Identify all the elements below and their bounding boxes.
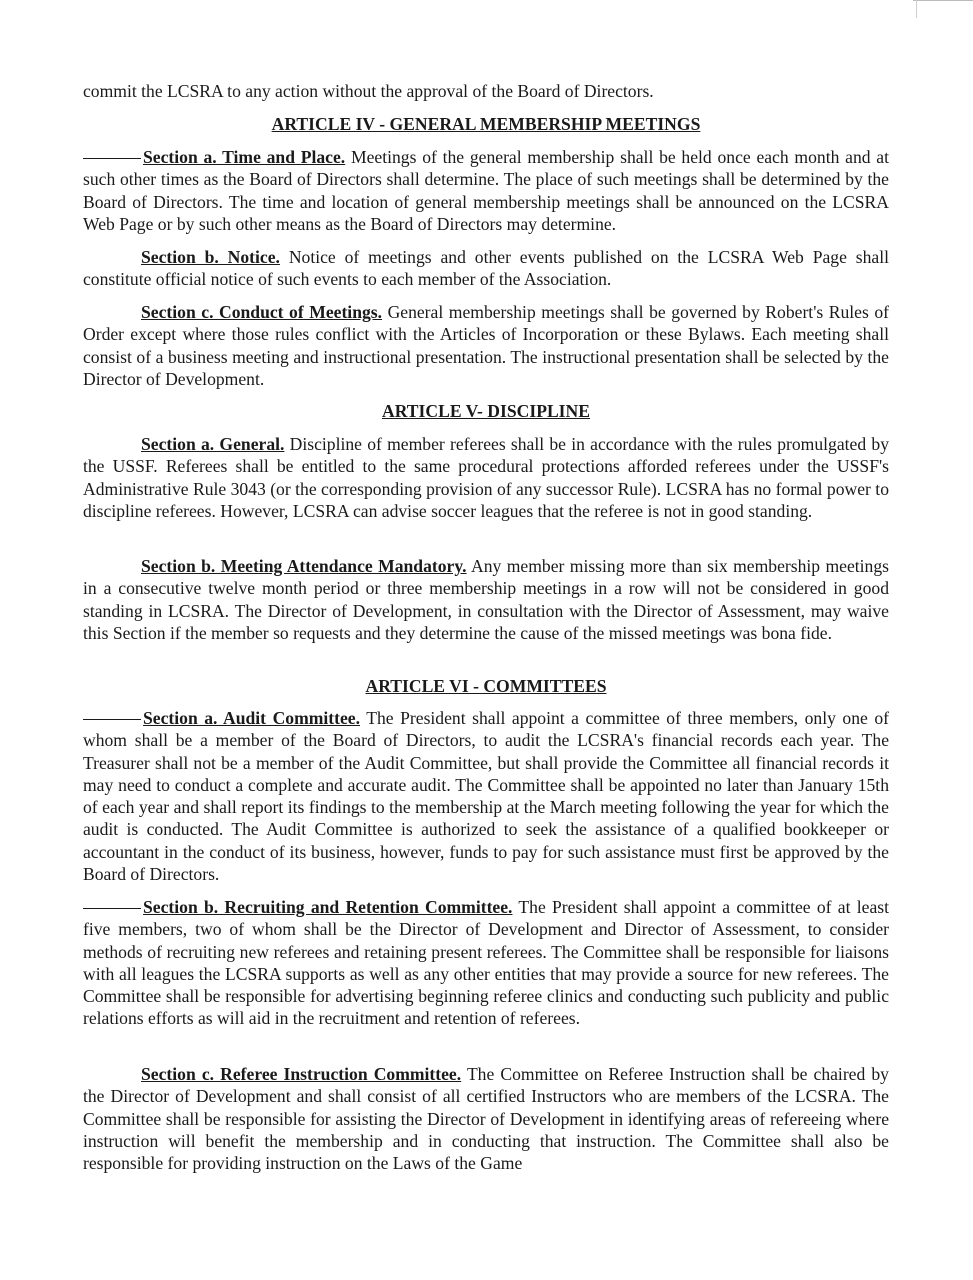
section-heading: Section c. Conduct of Meetings. — [141, 302, 383, 322]
opening-line: commit the LCSRA to any action without the approval of the Board of Directors. — [83, 81, 654, 101]
section-heading: Section a. General. — [141, 434, 285, 454]
article-vi-section-c — [83, 1063, 889, 1174]
section-heading: Section c. Referee Instruction Committee. — [141, 1064, 462, 1084]
article-vi-section-b — [83, 896, 889, 1030]
section-body: Notice of meetings and other events published on the LCSRA Web Page shall constitute official notice of such events to each member of the Association. — [83, 247, 889, 290]
article-iv-section-a — [83, 146, 889, 235]
article-v-section-a — [83, 433, 889, 522]
section-body: The Committee on Referee Instruction shall be chaired by the Director of Development and shall consist of all certified Instructors who are members of the LCSRA. The Committee shall be responsible for assisting the Director of Development in identifying areas of refereeing where instruction will benefit the membership and in conducting that instruction. The Committee shall also be responsible for providing instruction on the Laws of the Game — [83, 1064, 889, 1174]
scan-edge-tick — [916, 0, 917, 18]
article-iv-section-c — [83, 301, 889, 390]
leader-line — [83, 908, 141, 909]
section-heading: Section a. Time and Place. — [143, 147, 346, 167]
article-vi-section-a — [83, 707, 889, 885]
section-heading: Section a. Audit Committee. — [143, 708, 361, 728]
article-iv-title: ARTICLE IV - GENERAL MEMBERSHIP MEETINGS — [271, 114, 701, 134]
leader-line — [83, 719, 141, 720]
section-heading: Section b. Recruiting and Retention Committee. — [143, 897, 513, 917]
section-body: The President shall appoint a committee of at least five members, two of whom shall be the Director of Development and Director of Assessment, to consider methods of recruiting new referees and retaining present referees. The Committee shall be responsible for liaisons with all leagues the LCSRA supports as well as any other entities that may provide a source for new referees. The Committee shall be responsible for advertising beginning referee clinics and conducting such publicity and public relations efforts as will aid in the recruitment and retention of referees. — [83, 897, 889, 1029]
article-v-section-b — [83, 555, 889, 644]
leader-line — [83, 158, 141, 159]
section-body: Meetings of the general membership shall be held once each month and at such other times as the Board of Directors shall determine. The place of such meetings shall be determined by the Board of Directors. The time and location of general membership meetings shall be announced on the LCSRA Web Page or by such other means as the Board of Directors may determine. — [83, 147, 889, 234]
section-body: Discipline of member referees shall be in accordance with the rules promulgated by the USSF. Referees shall be entitled to the same procedural protections afforded referees under the USSF's Administrative Rule 3043 (or the corresponding provision of any successor Rule). LCSRA has no formal power to discipline referees. However, LCSRA can advise soccer leagues that the referee is not in good standing. — [83, 434, 889, 521]
section-heading: Section b. Notice. — [141, 247, 280, 267]
article-v-title: ARTICLE V- DISCIPLINE — [382, 401, 590, 421]
article-iv-section-b — [83, 246, 889, 291]
section-heading: Section b. Meeting Attendance Mandatory. — [141, 556, 467, 576]
article-vi-title: ARTICLE VI - COMMITTEES — [365, 676, 607, 696]
section-body: Any member missing more than six membership meetings in a consecutive twelve month period or three membership meetings in a row will not be considered in good standing in LCSRA. The Director of Development, in consultation with the Director of Assessment, may waive this Section if the member so requests and they determine the cause of the missed meetings was bona fide. — [83, 556, 889, 643]
scan-edge-mark — [913, 0, 973, 9]
section-body: General membership meetings shall be governed by Robert's Rules of Order except where those rules conflict with the Articles of Incorporation or these Bylaws. Each meeting shall consist of a business meeting and instructional presentation. The instructional presentation shall be selected by the Director of Development. — [83, 302, 889, 389]
section-body: The President shall appoint a committee of three members, only one of whom shall be a member of the Board of Directors, to audit the LCSRA's financial records each year. The Treasurer shall not be a member of the Audit Committee, but shall provide the Committee all financial records it may need to conduct a complete and accurate audit. The Committee shall be appointed no later than January 15th of each year and shall report its findings to the membership at the March meeting following the year for which the audit is conducted. The Audit Committee is authorized to seek the assistance of a qualified bookkeeper or accountant in the conduct of its business, however, funds to pay for such assistance must first be approved by the Board of Directors. — [83, 708, 890, 885]
